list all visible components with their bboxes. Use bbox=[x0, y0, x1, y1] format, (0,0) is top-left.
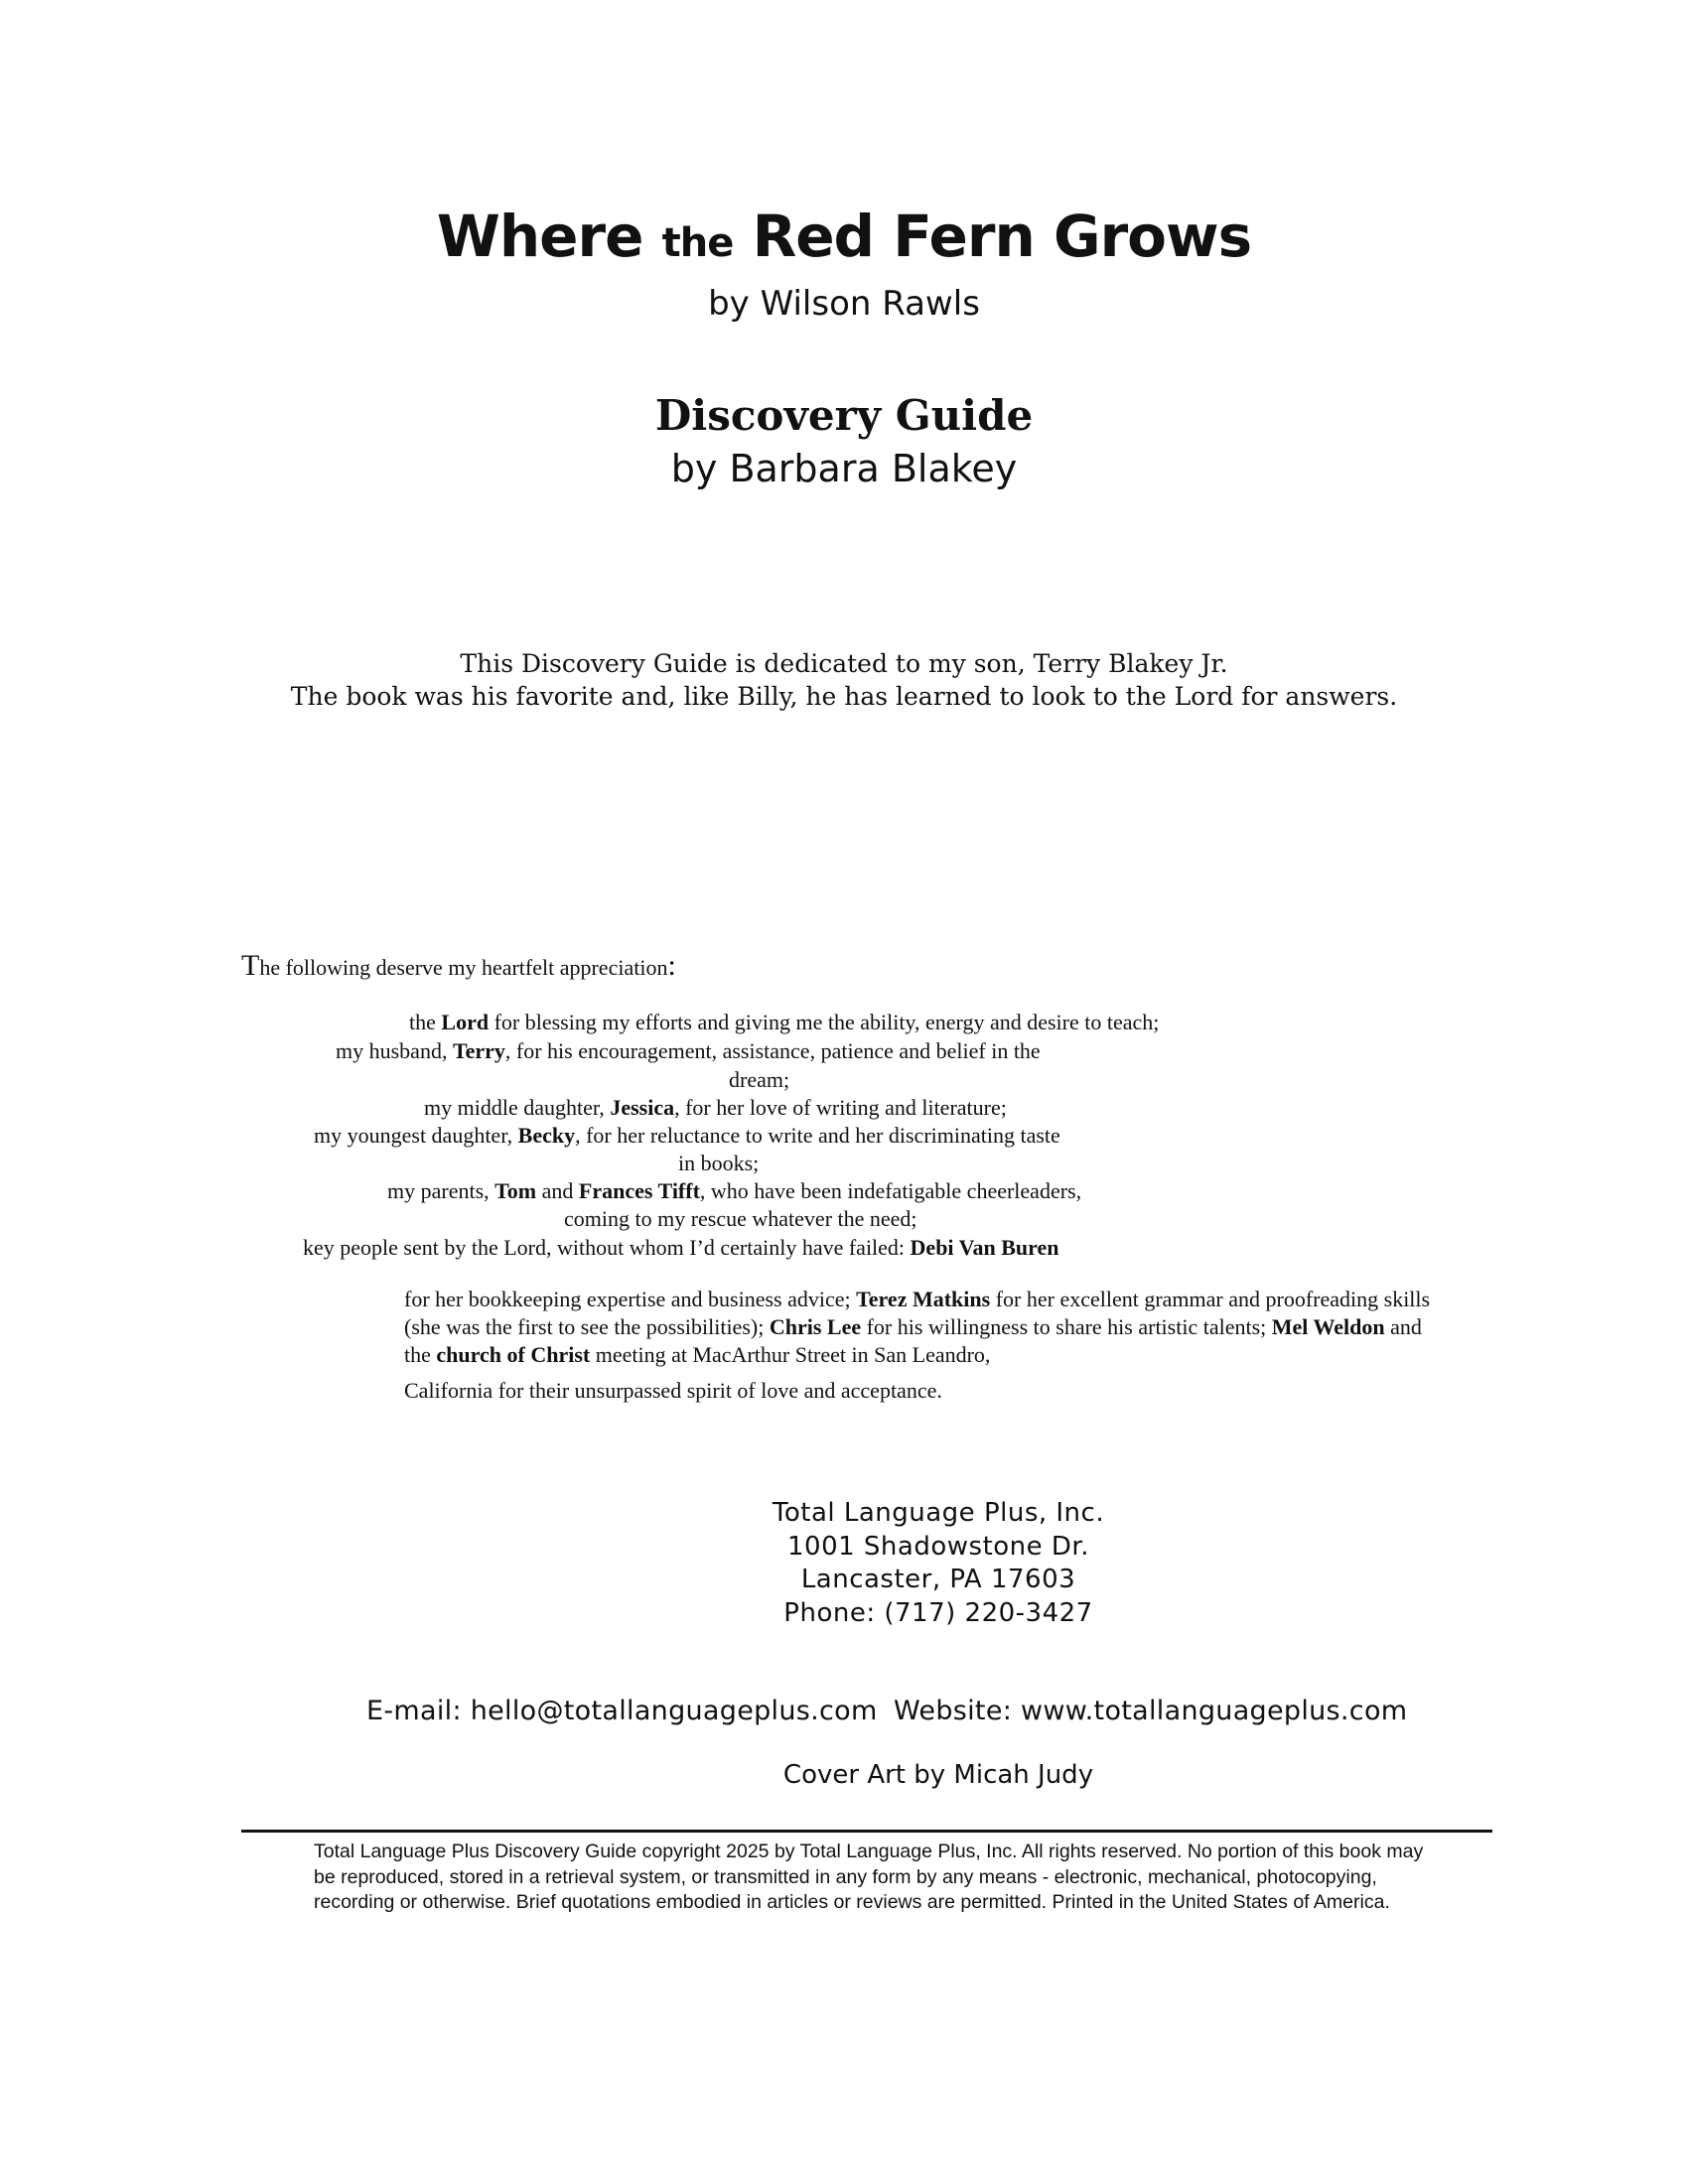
ack-name: Tom bbox=[494, 1178, 537, 1203]
copyright-notice: Total Language Plus Discovery Guide copyright 2025 by Total Language Plus, Inc. All rights reserved. No portion of this book may be reproduced, stored in a retrieval system, or transmitted in any form by any means - electronic, mechanical, photocopying, recording or otherwise. Brief quotations embodied in articles or reviews are permitted. Printed in the United States of America. bbox=[314, 1841, 1424, 1913]
ack-text: for his willingness to share his artistic talents; bbox=[861, 1314, 1272, 1339]
cover-art-text: Cover Art by Micah Judy bbox=[782, 1760, 1094, 1790]
ack-paragraph-last: California for their unsurpassed spirit of love and acceptance. bbox=[404, 1378, 942, 1403]
ack-name: Lord bbox=[441, 1010, 490, 1034]
ack-name: church of Christ bbox=[436, 1342, 591, 1367]
publisher-address bbox=[0, 1497, 1688, 1630]
ack-name: Debi Van Buren bbox=[910, 1235, 1059, 1260]
publisher-phone: Phone: (717) 220-3427 bbox=[783, 1597, 1093, 1628]
appreciation-heading-colon: : bbox=[667, 949, 676, 982]
ack-text: for her excellent grammar and proofreading skills (she was the first to see the possibilities); bbox=[404, 1287, 1431, 1339]
ack-line-parents bbox=[387, 1177, 1081, 1205]
ack-line-becky bbox=[314, 1122, 1060, 1150]
ack-text: my parents, bbox=[387, 1178, 495, 1203]
ack-text: my youngest daughter, bbox=[314, 1123, 518, 1148]
ack-line-terry bbox=[336, 1037, 1041, 1065]
ack-text: the bbox=[409, 1010, 442, 1034]
ack-line-lord bbox=[409, 1009, 1159, 1036]
ack-text: , who have been indefatigable cheerleaders, bbox=[699, 1178, 1082, 1203]
ack-name: Jessica bbox=[610, 1095, 675, 1120]
ack-text: for her bookkeeping expertise and business advice; bbox=[404, 1287, 857, 1311]
book-title bbox=[0, 202, 1688, 278]
guide-title: Discovery Guide bbox=[654, 391, 1034, 440]
ack-text: dream; bbox=[729, 1067, 790, 1092]
ack-name: Frances Tifft bbox=[578, 1178, 700, 1203]
ack-text: key people sent by the Lord, without whom I’d certainly have failed: bbox=[303, 1235, 911, 1260]
guide-author: by Barbara Blakey bbox=[670, 447, 1018, 490]
ack-text: , for her reluctance to write and her discriminating taste bbox=[575, 1123, 1060, 1148]
ack-text: in books; bbox=[678, 1151, 760, 1175]
publisher-name: Total Language Plus, Inc. bbox=[772, 1498, 1105, 1528]
ack-name: Mel Weldon bbox=[1271, 1314, 1385, 1339]
publisher-city: Lancaster, PA 17603 bbox=[800, 1565, 1076, 1594]
ack-name: Chris Lee bbox=[769, 1314, 862, 1339]
ack-line-rescue bbox=[564, 1205, 917, 1233]
email-text: E-mail: hello@totallanguageplus.com bbox=[366, 1696, 878, 1726]
ack-text: my middle daughter, bbox=[424, 1095, 611, 1120]
ack-text: , for his encouragement, assistance, patience and belief in the bbox=[504, 1038, 1041, 1063]
dedication-line-2: The book was his favorite and, like Billy, he has learned to look to the Lord for answers. bbox=[290, 682, 1398, 711]
ack-text: for blessing my efforts and giving me the ability, energy and desire to teach; bbox=[489, 1010, 1160, 1034]
website-text: Website: www.totallanguageplus.com bbox=[894, 1696, 1408, 1726]
ack-text: , for her love of writing and literature; bbox=[674, 1095, 1007, 1120]
publisher-street: 1001 Shadowstone Dr. bbox=[787, 1531, 1089, 1562]
ack-line-jessica bbox=[424, 1094, 1007, 1122]
appreciation-heading bbox=[241, 951, 676, 983]
ack-paragraph bbox=[404, 1286, 1437, 1369]
appreciation-heading-cap: T bbox=[241, 949, 260, 982]
ack-text: my husband, bbox=[336, 1038, 453, 1063]
dedication-line-1: This Discovery Guide is dedicated to my son, Terry Blakey Jr. bbox=[460, 649, 1228, 678]
ack-text: meeting at MacArthur Street in San Leandro, bbox=[590, 1342, 991, 1367]
ack-line-books bbox=[678, 1150, 759, 1177]
footer-divider bbox=[241, 1830, 1492, 1833]
appreciation-heading-text: he following deserve my heartfelt appreciation bbox=[259, 955, 668, 980]
ack-line-dream bbox=[729, 1066, 789, 1094]
ack-line-key-people bbox=[303, 1234, 1059, 1262]
book-author: by Wilson Rawls bbox=[708, 284, 980, 324]
ack-name: Becky bbox=[517, 1123, 576, 1148]
book-title-part2: the bbox=[661, 220, 734, 266]
cover-art-credit bbox=[0, 1758, 1688, 1792]
ack-text: and the bbox=[404, 1314, 1422, 1367]
ack-text: coming to my rescue whatever the need; bbox=[564, 1206, 917, 1231]
book-title-part3: Red Fern Grows bbox=[752, 203, 1252, 270]
ack-text: and bbox=[536, 1178, 579, 1203]
book-title-part1: Where bbox=[436, 203, 643, 270]
ack-name: Terez Matkins bbox=[856, 1287, 991, 1311]
dedication bbox=[0, 647, 1688, 713]
ack-name: Terry bbox=[452, 1038, 505, 1063]
